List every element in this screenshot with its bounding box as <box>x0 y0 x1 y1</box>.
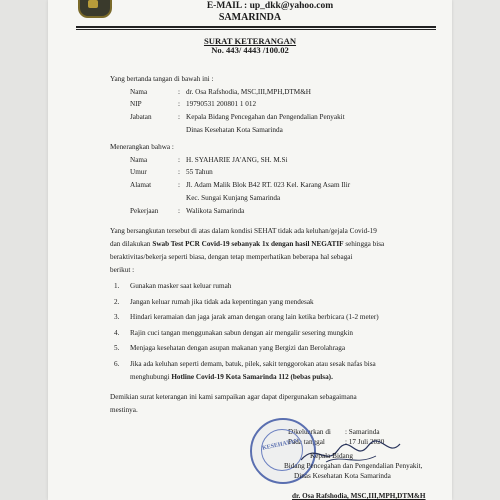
signer-position-line1: Kepala Bidang Pencegahan dan Pengendalian Penyakit <box>186 113 345 121</box>
subject-address-line1: Jl. Adam Malik Blok B42 RT. 023 Kel. Karang Asam Ilir <box>186 181 351 189</box>
colon: : <box>178 88 180 96</box>
list-number: 6. <box>114 360 120 368</box>
hotline-text: Hotline Covid-19 Kota Samarinda 112 (bebas pulsa). <box>171 373 333 381</box>
signer-nip-label: NIP <box>130 100 142 108</box>
signer-name: dr. Osa Rafshodia, MSC,III,MPH,DTM&H <box>186 88 311 96</box>
letter-title: SURAT KETERANGAN <box>203 36 297 46</box>
right-margin <box>452 0 500 500</box>
list-number: 5. <box>114 344 120 352</box>
closing-line1: Demikian surat keterangan ini kami sampaikan agar dapat dipergunakan sebagaimana <box>110 393 357 401</box>
sign-office: Dinas Kesehatan Kota Samarinda <box>294 472 391 480</box>
issued-place-label: Dikeluarkan di <box>288 428 331 436</box>
body-line1: Yang bersangkutan tersebut di atas dalam kondisi SEHAT tidak ada keluhan/gejala Covid-19 <box>110 227 377 235</box>
list6-cont-a: menghubungi <box>130 373 172 381</box>
list-number: 2. <box>114 298 120 306</box>
colon: : <box>178 168 180 176</box>
subject-job: Walikota Samarinda <box>186 207 245 215</box>
header-city: SAMARINDA <box>218 12 282 23</box>
colon: : <box>178 156 180 164</box>
sign-name: dr. Osa Rafshodia, MSC,III,MPH,DTM&H <box>292 492 426 500</box>
left-margin <box>0 0 48 500</box>
list-number: 4. <box>114 329 120 337</box>
list-item: Menjaga kesehatan dengan asupan makanan yang Bergizi dan Berolahraga <box>130 344 346 352</box>
stamp-text: KESEHATAN <box>261 438 300 452</box>
body-line2-a: dan dilakukan <box>110 240 153 248</box>
colon: : <box>178 181 180 189</box>
subject-job-label: Pekerjaan <box>130 207 159 215</box>
header-email: E-MAIL : up_dkk@yahoo.com <box>206 1 334 11</box>
body-line2-bold: Swab Test PCR Covid-19 sebanyak 1x dengan hasil NEGATIF <box>152 240 344 248</box>
list-item: Gunakan masker saat keluar rumah <box>130 282 232 290</box>
header-divider <box>76 26 436 28</box>
menerangkan-text: Menerangkan bahwa : <box>110 143 174 151</box>
closing-line2: mestinya. <box>110 406 138 414</box>
signer-position-label: Jabatan <box>130 113 152 121</box>
issued-place: : Samarinda <box>345 428 380 436</box>
signer-name-label: Nama <box>130 88 148 96</box>
signer-nip: 19790531 200801 1 012 <box>186 100 257 108</box>
sign-unit: Bidang Pencegahan dan Pengendalian Penyakit, <box>284 462 423 470</box>
subject-address-label: Alamat <box>130 181 152 189</box>
signer-position-line2: Dinas Kesehatan Kota Samarinda <box>186 126 283 134</box>
subject-age-label: Umur <box>130 168 147 176</box>
body-line2-c: sehingga bisa <box>343 240 385 248</box>
letter-page <box>48 0 452 500</box>
issued-date-label: Pada tanggal <box>288 438 325 446</box>
list-item-continuation <box>130 372 333 382</box>
list-item: Jika ada keluhan seperti demam, batuk, pilek, sakit tenggorokan atau sesak nafas bisa <box>130 360 376 368</box>
list-number: 3. <box>114 313 120 321</box>
subject-name: H. SYAHARIE JA'ANG, SH. M.Si <box>186 156 288 164</box>
colon: : <box>178 207 180 215</box>
body-line3: beraktivitas/bekerja seperti biasa, dengan tetap memperhatikan beberapa hal sebagai <box>110 253 353 261</box>
body-line2 <box>110 240 384 249</box>
issued-date: : 17 Juli 2020 <box>345 438 385 446</box>
body-line4: berikut : <box>110 266 135 274</box>
sign-role: Kepala Bidang <box>310 452 353 460</box>
list-item: Rajin cuci tangan menggunakan sabun dengan air mengalir sesering mungkin <box>130 329 353 337</box>
header-divider-thin <box>76 29 436 30</box>
colon: : <box>178 100 180 108</box>
colon: : <box>178 113 180 121</box>
subject-address-line2: Kec. Sungai Kunjang Samarinda <box>186 194 281 202</box>
intro-text: Yang bertanda tangan di bawah ini : <box>110 75 214 83</box>
list-item: Hindari keramaian dan jaga jarak aman dengan orang lain ketika berbicara (1-2 meter) <box>130 313 379 321</box>
letter-number: No. 443/ 4443 /100.02 <box>211 45 289 55</box>
list-item: Jangan keluar rumah jika tidak ada kepentingan yang mendesak <box>130 298 314 306</box>
subject-age: 55 Tahun <box>186 168 213 176</box>
subject-name-label: Nama <box>130 156 148 164</box>
list-number: 1. <box>114 282 120 290</box>
